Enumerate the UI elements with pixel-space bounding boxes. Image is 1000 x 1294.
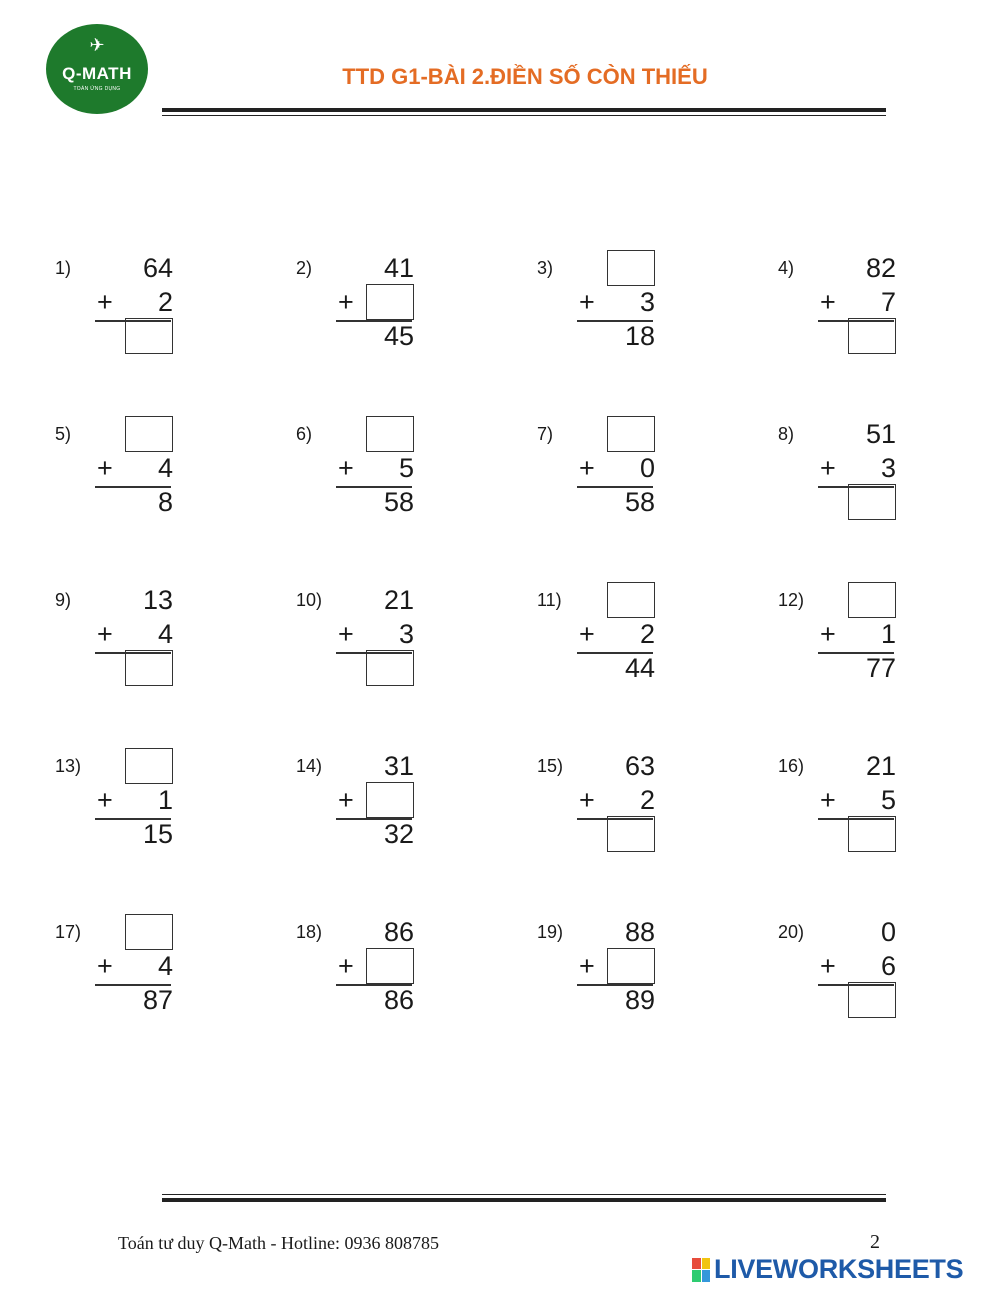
addition-problem [55, 250, 175, 370]
addition-problem [537, 582, 657, 702]
sum-answer-box[interactable] [848, 982, 896, 1018]
problem-number: 9) [55, 590, 72, 610]
addend-bottom: 1 [157, 785, 173, 815]
problem-number: 1) [55, 258, 72, 278]
addend-bottom: 3 [880, 453, 896, 483]
sum-answer-box[interactable] [366, 650, 414, 686]
plus-sign: + [338, 619, 354, 649]
plus-sign: + [820, 287, 836, 317]
addition-problem [296, 582, 416, 702]
addend-top-answer-box[interactable] [125, 914, 173, 950]
addend-bottom-answer-box[interactable] [366, 948, 414, 984]
problem-number: 11) [537, 590, 562, 610]
problem-number: 8) [778, 424, 795, 444]
sum-line [336, 320, 412, 322]
liveworksheets-watermark [692, 1254, 963, 1285]
sum-line [577, 652, 653, 654]
addend-top: 21 [865, 751, 896, 781]
addend-top-answer-box[interactable] [125, 748, 173, 784]
plus-sign: + [579, 287, 595, 317]
problem-number: 3) [537, 258, 554, 278]
problem-number: 7) [537, 424, 554, 444]
addition-problem [296, 914, 416, 1034]
footer-rule-thin [162, 1194, 886, 1195]
addition-problem [55, 582, 175, 702]
problem-number: 14) [296, 756, 323, 776]
sum-line [95, 652, 171, 654]
addend-top-answer-box[interactable] [607, 416, 655, 452]
addend-bottom: 6 [880, 951, 896, 981]
logo-subtitle: TOÁN ỨNG DỤNG [73, 86, 121, 92]
addition-problem [778, 250, 898, 370]
sum: 58 [624, 487, 655, 517]
plus-sign: + [579, 453, 595, 483]
addend-top: 64 [142, 253, 173, 283]
addend-top-answer-box[interactable] [366, 416, 414, 452]
addition-problem [778, 416, 898, 536]
addition-problem [537, 250, 657, 370]
sum-answer-box[interactable] [848, 318, 896, 354]
addend-top-answer-box[interactable] [125, 416, 173, 452]
sum-line [577, 818, 653, 820]
header-rule [162, 108, 886, 112]
sum-answer-box[interactable] [848, 816, 896, 852]
addend-top: 82 [865, 253, 896, 283]
problem-number: 16) [778, 756, 805, 776]
addition-problem [296, 250, 416, 370]
addend-top-answer-box[interactable] [848, 582, 896, 618]
problem-number: 10) [296, 590, 323, 610]
liveworksheets-icon [692, 1258, 710, 1282]
plus-sign: + [97, 287, 113, 317]
addition-problem [537, 748, 657, 868]
problem-number: 12) [778, 590, 805, 610]
plus-sign: + [97, 951, 113, 981]
sum-line [95, 818, 171, 820]
sum-answer-box[interactable] [125, 650, 173, 686]
sum-line [95, 984, 171, 986]
page-number: 2 [870, 1231, 880, 1253]
addend-top: 63 [624, 751, 655, 781]
sum-line [95, 320, 171, 322]
problem-number: 6) [296, 424, 313, 444]
sum-line [336, 818, 412, 820]
addend-bottom: 0 [639, 453, 655, 483]
addition-problem [55, 416, 175, 536]
sum-line [818, 486, 894, 488]
addend-bottom: 2 [157, 287, 173, 317]
sum: 77 [865, 653, 896, 683]
sum: 18 [624, 321, 655, 351]
plus-sign: + [820, 785, 836, 815]
addition-problem [537, 416, 657, 536]
problem-number: 2) [296, 258, 313, 278]
addend-bottom-answer-box[interactable] [366, 782, 414, 818]
qmath-logo [46, 24, 148, 114]
addend-top: 88 [624, 917, 655, 947]
addend-bottom: 5 [398, 453, 414, 483]
addend-bottom: 2 [639, 785, 655, 815]
addition-problem [778, 748, 898, 868]
logo-name: Q-MATH [62, 64, 132, 83]
sum-line [577, 486, 653, 488]
sum: 45 [383, 321, 414, 351]
liveworksheets-text: LIVEWORKSHEETS [714, 1254, 964, 1284]
plus-sign: + [338, 785, 354, 815]
addend-bottom-answer-box[interactable] [607, 948, 655, 984]
addend-top: 86 [383, 917, 414, 947]
sum: 89 [624, 985, 655, 1015]
plus-sign: + [579, 785, 595, 815]
addend-bottom-answer-box[interactable] [366, 284, 414, 320]
addend-bottom: 3 [639, 287, 655, 317]
sum: 32 [383, 819, 414, 849]
sum-line [818, 320, 894, 322]
addend-bottom: 4 [157, 619, 173, 649]
addend-bottom: 7 [880, 287, 896, 317]
sum-line [577, 984, 653, 986]
addend-top: 51 [865, 419, 896, 449]
problem-number: 19) [537, 922, 564, 942]
plus-sign: + [579, 619, 595, 649]
addition-problem [778, 914, 898, 1034]
plus-sign: + [338, 453, 354, 483]
problem-number: 15) [537, 756, 564, 776]
addition-problem [55, 914, 175, 1034]
problem-number: 5) [55, 424, 72, 444]
addition-problem [778, 582, 898, 702]
sum-answer-box[interactable] [848, 484, 896, 520]
sum-answer-box[interactable] [607, 816, 655, 852]
addend-top: 13 [142, 585, 173, 615]
plus-sign: + [97, 453, 113, 483]
plus-sign: + [579, 951, 595, 981]
plus-sign: + [820, 951, 836, 981]
footer-hotline: Toán tư duy Q-Math - Hotline: 0936 808785 [118, 1233, 439, 1253]
addend-top: 21 [383, 585, 414, 615]
sum: 15 [142, 819, 173, 849]
sum-line [336, 652, 412, 654]
sum: 44 [624, 653, 655, 683]
addend-top: 41 [383, 253, 414, 283]
problem-number: 4) [778, 258, 795, 278]
addend-top: 31 [383, 751, 414, 781]
sum: 86 [383, 985, 414, 1015]
addend-top-answer-box[interactable] [607, 582, 655, 618]
sum-line [95, 486, 171, 488]
plus-sign: + [97, 785, 113, 815]
sum: 8 [157, 487, 173, 517]
addition-problem [296, 416, 416, 536]
addend-top: 0 [880, 917, 896, 947]
addend-bottom: 5 [880, 785, 896, 815]
problem-number: 13) [55, 756, 82, 776]
sum-line [577, 320, 653, 322]
plus-sign: + [97, 619, 113, 649]
sum: 58 [383, 487, 414, 517]
addend-bottom: 4 [157, 951, 173, 981]
sum-line [336, 486, 412, 488]
header-rule-thin [162, 115, 886, 116]
addend-bottom: 3 [398, 619, 414, 649]
plus-sign: + [820, 453, 836, 483]
addend-bottom: 1 [880, 619, 896, 649]
problem-number: 17) [55, 922, 82, 942]
plus-sign: + [338, 951, 354, 981]
sum-line [818, 652, 894, 654]
footer-rule [162, 1198, 886, 1202]
plus-sign: + [820, 619, 836, 649]
addition-problem [296, 748, 416, 868]
sum: 87 [142, 985, 173, 1015]
page-title: TTD G1-BÀI 2.ĐIỀN SỐ CÒN THIẾU [342, 64, 708, 89]
addend-bottom: 2 [639, 619, 655, 649]
sum-line [818, 984, 894, 986]
addend-top-answer-box[interactable] [607, 250, 655, 286]
addition-problem [55, 748, 175, 868]
plus-sign: + [338, 287, 354, 317]
problem-number: 20) [778, 922, 805, 942]
addend-bottom: 4 [157, 453, 173, 483]
addition-problem [537, 914, 657, 1034]
sum-answer-box[interactable] [125, 318, 173, 354]
bird-icon: ✈ [89, 35, 105, 55]
problem-number: 18) [296, 922, 323, 942]
sum-line [818, 818, 894, 820]
sum-line [336, 984, 412, 986]
